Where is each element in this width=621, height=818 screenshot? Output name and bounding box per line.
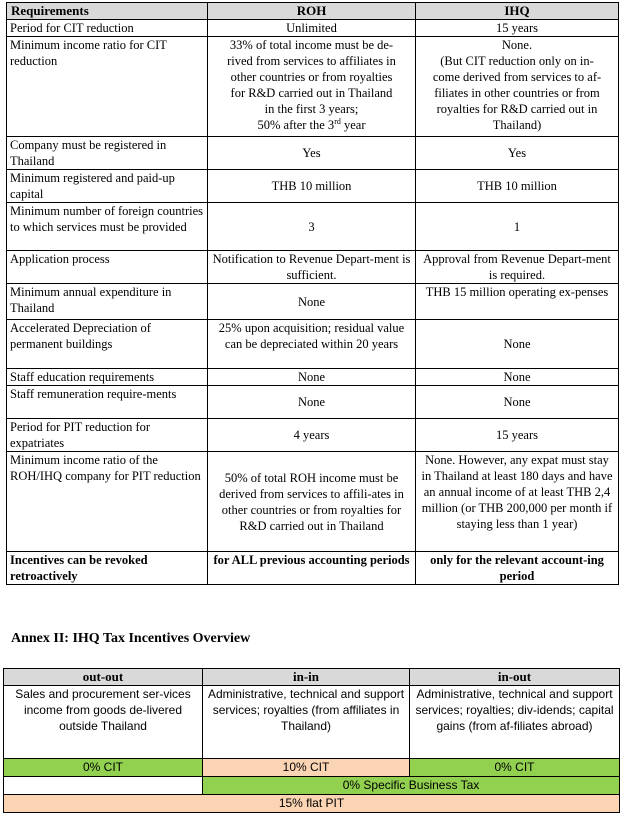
roh-cell: 50% of total ROH income must be derived from services to affili-ates in other countries or from royalties for R&D carried out in Thailand <box>208 452 416 552</box>
annex-description-row <box>4 686 620 759</box>
roh-cell: 4 years <box>208 419 416 452</box>
table-row <box>7 203 619 251</box>
ihq-cell: 15 years <box>416 20 619 37</box>
req-cell: Period for CIT reduction <box>7 20 208 37</box>
sbt-empty-cell <box>4 777 203 795</box>
roh-tail-prefix: 50% after the 3 <box>257 118 335 132</box>
ihq-cell: Approval from Revenue Depart-ment is required. <box>416 251 619 284</box>
ihq-cell: THB 15 million operating ex-penses <box>416 284 619 320</box>
annex-pit-row <box>4 795 620 813</box>
req-cell: Period for PIT reduction for expatriates <box>7 419 208 452</box>
cit-in-in: 10% CIT <box>203 759 410 777</box>
roh-cell <box>208 37 416 137</box>
table-row <box>7 320 619 369</box>
annex-sbt-row <box>4 777 620 795</box>
req-cell: Minimum annual expenditure in Thailand <box>7 284 208 320</box>
req-cell: Incentives can be revoked retroactively <box>7 552 208 585</box>
table-row <box>7 369 619 386</box>
annex-cit-row <box>4 759 620 777</box>
ihq-line: None. <box>501 38 533 52</box>
req-cell: Minimum registered and paid-up capital <box>7 170 208 203</box>
requirements-table <box>6 2 619 585</box>
annex-header-row <box>4 669 620 686</box>
header-in-out: in-out <box>410 669 620 686</box>
roh-line: in the first 3 years; <box>264 102 359 116</box>
desc-in-out: Administrative, technical and support services; royalties; div-idends; capital gains (from af-filiates abroad) <box>410 686 620 759</box>
desc-in-in: Administrative, technical and support services; royalties (from affiliates in Thailand) <box>203 686 410 759</box>
ihq-line: (But CIT reduction only on in- <box>440 54 594 68</box>
table-row <box>7 386 619 419</box>
req-cell: Staff education requirements <box>7 369 208 386</box>
table-row <box>7 37 619 137</box>
header-in-in: in-in <box>203 669 410 686</box>
table-row <box>7 552 619 585</box>
table-header-row <box>7 3 619 20</box>
cit-in-out: 0% CIT <box>410 759 620 777</box>
req-cell: Minimum income ratio of the ROH/IHQ company for PIT reduction <box>7 452 208 552</box>
roh-line: rived from services to affiliates in <box>227 54 396 68</box>
table-row <box>7 251 619 284</box>
ihq-cell: None <box>416 369 619 386</box>
ihq-cell: Yes <box>416 137 619 170</box>
roh-line: other countries or from royalties <box>230 70 393 84</box>
req-cell: Application process <box>7 251 208 284</box>
roh-cell: None <box>208 284 416 320</box>
roh-cell: Notification to Revenue Depart-ment is sufficient. <box>208 251 416 284</box>
roh-tail-suffix: year <box>340 118 366 132</box>
annex-title: Annex II: IHQ Tax Incentives Overview <box>11 631 251 646</box>
cit-out-out: 0% CIT <box>4 759 203 777</box>
roh-line: for R&D carried out in Thailand <box>230 86 393 100</box>
req-cell: Minimum number of foreign countries to which services must be provided <box>7 203 208 251</box>
ihq-cell: None. However, any expat must stay in Thailand at least 180 days and have an annual income of at least THB 2,4 million (or THB 200,000 per month if staying less than 1 year) <box>416 452 619 552</box>
ihq-cell: THB 10 million <box>416 170 619 203</box>
table-row <box>7 419 619 452</box>
table-row <box>7 452 619 552</box>
roh-cell: for ALL previous accounting periods <box>208 552 416 585</box>
ihq-cell: None <box>416 386 619 419</box>
sbt-cell: 0% Specific Business Tax <box>203 777 620 795</box>
header-requirements: Requirements <box>7 3 208 20</box>
ihq-line: Thailand) <box>492 118 542 132</box>
header-ihq: IHQ <box>416 3 619 20</box>
ihq-cell: only for the relevant account-ing period <box>416 552 619 585</box>
header-out-out: out-out <box>4 669 203 686</box>
table-row <box>7 137 619 170</box>
ihq-cell <box>416 37 619 137</box>
req-cell: Staff remuneration require-ments <box>7 386 208 419</box>
roh-cell: None <box>208 369 416 386</box>
roh-line <box>211 117 412 133</box>
roh-tail-sup: rd <box>334 116 341 126</box>
table-row <box>7 170 619 203</box>
table-row <box>7 20 619 37</box>
roh-cell: THB 10 million <box>208 170 416 203</box>
ihq-cell: None <box>416 320 619 369</box>
ihq-cell: 1 <box>416 203 619 251</box>
pit-cell: 15% flat PIT <box>4 795 620 813</box>
header-roh: ROH <box>208 3 416 20</box>
roh-cell: Yes <box>208 137 416 170</box>
ihq-line: come derived from services to af- <box>432 70 602 84</box>
roh-line: 33% of total income must be de- <box>229 38 394 52</box>
roh-cell: Unlimited <box>208 20 416 37</box>
ihq-cell: 15 years <box>416 419 619 452</box>
req-cell: Company must be registered in Thailand <box>7 137 208 170</box>
req-cell: Accelerated Depreciation of permanent buildings <box>7 320 208 369</box>
desc-out-out: Sales and procurement ser-vices income from goods de-livered outside Thailand <box>4 686 203 759</box>
roh-cell: 3 <box>208 203 416 251</box>
roh-cell: None <box>208 386 416 419</box>
annex-table <box>3 668 620 813</box>
req-cell: Minimum income ratio for CIT reduction <box>7 37 208 137</box>
ihq-line: royalties for R&D carried out in <box>436 102 598 116</box>
ihq-line: filiates in other countries or from <box>434 86 600 100</box>
roh-cell: 25% upon acquisition; residual value can be depreciated within 20 years <box>208 320 416 369</box>
table-row <box>7 284 619 320</box>
